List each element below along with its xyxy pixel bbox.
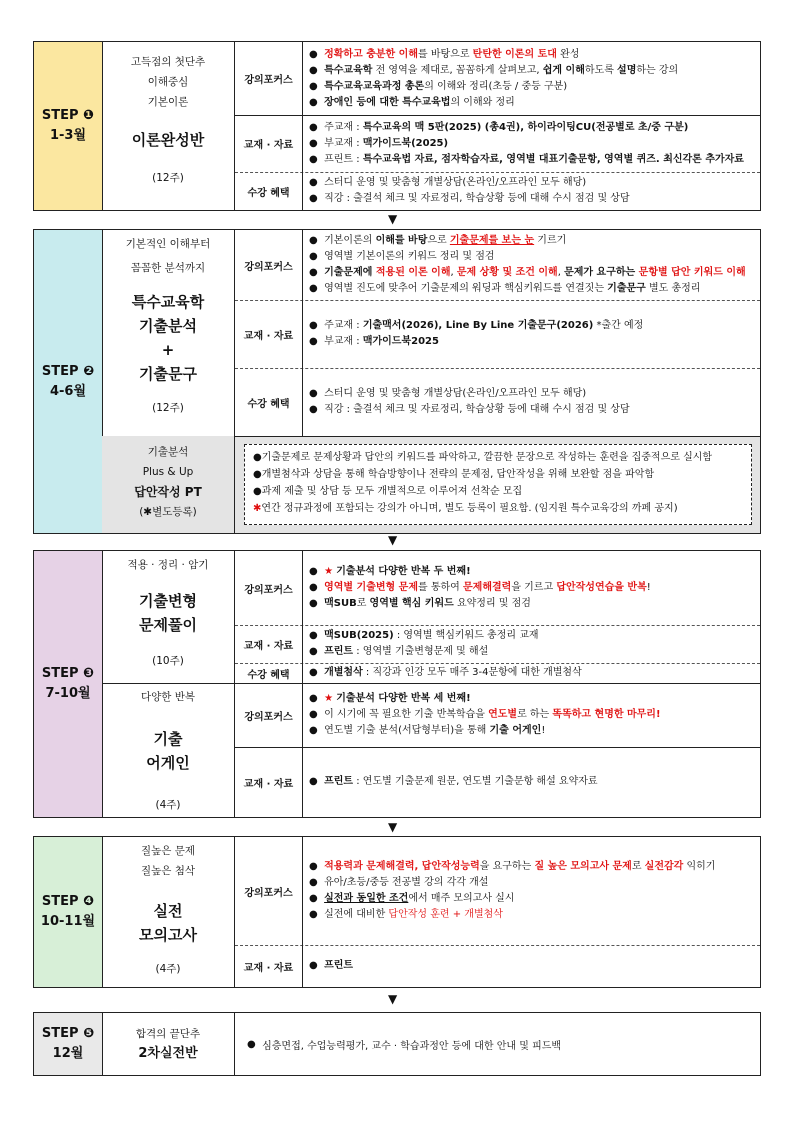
- step2-course-name1: 특수교육학: [131, 293, 205, 311]
- bullet-line: ● ★ 기출분석 다양한 반복 세 번째!: [309, 693, 471, 704]
- step4-course-name1: 실전: [153, 902, 183, 920]
- bullet-line: ● 실전에 대비한 답안작성 훈련 + 개별첨삭: [309, 909, 503, 920]
- step4-header: [34, 837, 103, 987]
- pt-line3: ●과제 제출 및 상담 등 모두 개별적으로 이루어져 선착순 모집: [253, 486, 523, 497]
- bullet-line: ● 특수교육학 전 영역을 제대로, 꼼꼼하게 살펴보고, 쉽게 이해하도록 설명하는 강의: [309, 64, 679, 76]
- bullet-line: ● 적용력과 문제해결력, 답안작성능력을 요구하는 질 높은 모의고사 문제로 실전감각 익히기: [309, 861, 716, 872]
- step4-focus-label: 강의포커스: [235, 837, 303, 945]
- bullet-line: ● 영역별 기본이론의 키워드 정리 및 점검: [309, 251, 495, 262]
- step2-course-desc1: 기본적인 이해부터: [125, 238, 211, 250]
- step3-materials: [303, 625, 760, 663]
- bullet-line: ● 주교재 : 특수교육의 맥 5판(2025) (총4권), 하이라이팅CU(전공별로 초/중 구분): [309, 121, 689, 133]
- step3-material-label: 교재 · 자료: [235, 625, 303, 663]
- step1-course-desc2: 이해중심: [147, 76, 189, 88]
- bullet-line: ● 프린트 : 특수교육법 자료, 점자학습자료, 영역별 대표기출문항, 영역별 퀴즈. 최신각론 추가자료: [309, 153, 744, 165]
- step3-focus: [303, 551, 760, 625]
- bullet-line: ● 맥SUB로 영역별 핵심 키워드 요약정리 및 점검: [309, 598, 531, 609]
- step1-block: [33, 41, 761, 211]
- step2-course: [102, 230, 235, 436]
- step4-course-name2: 모의고사: [139, 926, 197, 944]
- down-arrow-4: ▼: [388, 992, 398, 1006]
- step1-course-desc1: 고득점의 첫단추: [130, 56, 206, 68]
- pt-line4: 연간 정규과정에 포함되는 강의가 아니며, 별도 등록이 필요함. (임지원 특수교육강의 까페 공지): [261, 503, 678, 514]
- step2-materials: [303, 300, 760, 368]
- bullet-line: ● 영역별 진도에 맞추어 기출문제의 워딩과 핵심키워드를 연결짓는 기출문구 별도 총정리: [309, 283, 701, 294]
- bullet-line: ● 맥SUB(2025) : 영역별 핵심키워드 총정리 교재: [309, 630, 539, 641]
- bullet-line: ● 유아/초등/중등 전공별 강의 각각 개설: [309, 877, 489, 888]
- step4-course-desc2: 질높은 첨삭: [140, 865, 196, 877]
- step1-course: [102, 42, 235, 210]
- bullet-line: ● 직강 : 출결석 체크 및 자료정리, 학습상황 등에 대해 수시 점검 및 상담: [309, 404, 630, 415]
- step2-focus-label: 강의포커스: [235, 230, 303, 300]
- bullet-line: ● 프린트 : 영역별 기출변형문제 및 해설: [309, 646, 489, 657]
- step2-course-weeks: (12주): [152, 402, 184, 414]
- down-arrow-2: ▼: [388, 533, 398, 547]
- step3-benefit-label: 수강 혜택: [235, 663, 303, 683]
- step1-label: STEP ❶: [41, 108, 95, 123]
- step2-benefit-label: 수강 혜택: [235, 368, 303, 436]
- step5-months: 12월: [52, 1046, 84, 1061]
- step3-course2: [102, 683, 235, 817]
- pt-desc1: 기출분석: [147, 446, 189, 458]
- step3-focus2: [303, 683, 760, 747]
- step1-benefit-label: 수강 혜택: [235, 172, 303, 210]
- step4-months: 10-11월: [40, 914, 96, 929]
- step3-course1: [102, 551, 235, 683]
- step1-course-desc3: 기본이론: [147, 96, 189, 108]
- down-arrow-3: ▼: [388, 820, 398, 834]
- step2-block: [33, 229, 761, 534]
- step5-course-desc: 합격의 끝단추: [135, 1028, 201, 1040]
- step5-content-cell: ● 심층면접, 수업능력평가, 교수 · 학습과정안 등에 대한 안내 및 피드백: [247, 1038, 562, 1052]
- step3-course1-name1: 기출변형: [139, 592, 197, 610]
- step1-focus: [303, 42, 760, 115]
- step5-block: [33, 1012, 761, 1076]
- step3-course2-name2: 어게인: [146, 754, 190, 772]
- step3-months: 7-10월: [45, 686, 91, 701]
- step2-focus: [303, 230, 760, 300]
- pt-register-note: (✱별도등록): [139, 506, 197, 518]
- bullet-line: ● 실전과 동일한 조건에서 매주 모의고사 실시: [309, 893, 515, 904]
- bullet-line: ● 프린트: [309, 960, 354, 971]
- step4-block: [33, 836, 761, 988]
- step3-materials2: [303, 747, 760, 817]
- bullet-line: ● 직강 : 출결석 체크 및 자료정리, 학습상황 등에 대해 수시 점검 및 상담: [309, 193, 630, 204]
- step4-material-label: 교재 · 자료: [235, 945, 303, 987]
- step3-block: [33, 550, 761, 818]
- step4-course-weeks: (4주): [155, 963, 181, 975]
- step1-months: 1-3월: [49, 128, 87, 143]
- step3-header: [34, 551, 103, 817]
- step2-course-desc2: 꼼꼼한 분석까지: [130, 262, 206, 274]
- step4-course: [102, 837, 235, 987]
- step3-course1-name2: 문제풀이: [139, 616, 197, 634]
- step3-course2-name1: 기출: [153, 730, 183, 748]
- step2-course-plus: +: [161, 341, 175, 359]
- step2-course-name2: 기출분석: [139, 317, 197, 335]
- step1-focus-label: 강의포커스: [235, 42, 303, 115]
- step3-benefits: [303, 663, 760, 683]
- step2-pt-course: [102, 436, 235, 533]
- step3-course2-weeks: (4주): [155, 799, 181, 811]
- step2-course-name3: 기출문구: [139, 365, 197, 383]
- step2-benefits: [303, 368, 760, 436]
- bullet-line: ● 특수교육교육과정 총론의 이해와 정리(초등 / 중등 구분): [309, 80, 568, 92]
- step2-pt-box: [244, 444, 752, 525]
- step5-course: [102, 1013, 235, 1075]
- pt-name: 답안작성 PT: [134, 485, 202, 499]
- step5-content: 심층면접, 수업능력평가, 교수 · 학습과정안 등에 대한 안내 및 피드백: [262, 1040, 562, 1052]
- step1-course-name: 이론완성반: [131, 131, 205, 149]
- step4-focus: [303, 837, 760, 945]
- bullet-line: ● 연도별 기출 분석(서답형부터)을 통해 기출 어게인!: [309, 725, 546, 736]
- bullet-line: ● 프린트 : 연도별 기출문제 원문, 연도별 기출문항 해설 요약자료: [309, 776, 598, 787]
- bullet-line: ● 이 시기에 꼭 필요한 기출 반복학습을 연도별로 하는 똑똑하고 현명한 마무리!: [309, 709, 661, 720]
- bullet-line: ● 스터디 운영 및 맞춤형 개별상담(온라인/오프라인 모두 해당): [309, 388, 587, 399]
- pt-line1: ●기출문제로 문제상황과 답안의 키워드를 파악하고, 깔끔한 문장으로 작성하는 훈련을 집중적으로 실시함: [253, 452, 713, 463]
- step1-header: [34, 42, 103, 210]
- step4-label: STEP ❹: [41, 894, 95, 909]
- step3-material2-label: 교재 · 자료: [235, 747, 303, 817]
- step1-course-weeks: (12주): [152, 172, 184, 184]
- bullet-line: ● 부교재 : 맥가이드북(2025): [309, 137, 449, 149]
- step3-label: STEP ❸: [41, 666, 95, 681]
- step5-course-name: 2차실전반: [138, 1046, 198, 1061]
- step4-course-desc1: 질높은 문제: [140, 845, 196, 857]
- bullet-line: ● ★ 기출분석 다양한 반복 두 번째!: [309, 566, 471, 577]
- step4-materials: [303, 945, 760, 987]
- step5-label: STEP ❺: [41, 1026, 95, 1041]
- bullet-line: ● 주교재 : 기출맥서(2026), Line By Line 기출문구(2026) *출간 예정: [309, 320, 644, 331]
- bullet-line: ● 부교재 : 맥가이드북2025: [309, 336, 439, 347]
- bullet-line: ● 장애인 등에 대한 특수교육법의 이해와 정리: [309, 96, 515, 108]
- step5-header: [34, 1013, 103, 1075]
- step3-focus-label: 강의포커스: [235, 551, 303, 625]
- bullet-line: ● 스터디 운영 및 맞춤형 개별상담(온라인/오프라인 모두 해당): [309, 177, 587, 188]
- pt-line2: ●개별첨삭과 상담을 통해 학습방향이나 전략의 문제점, 답안작성을 위해 보완할 점을 파악함: [253, 469, 655, 480]
- bullet-line: ● 기본이론의 이해를 바탕으로 기출문제를 보는 눈 기르기: [309, 235, 567, 246]
- bullet-line: ● 개별첨삭 : 직강과 인강 모두 매주 3-4문항에 대한 개별첨삭: [309, 667, 582, 678]
- step3-focus2-label: 강의포커스: [235, 683, 303, 747]
- step2-material-label: 교재 · 자료: [235, 300, 303, 368]
- pt-desc2: Plus & Up: [142, 466, 194, 478]
- bullet-line: ● 정확하고 충분한 이해를 바탕으로 탄탄한 이론의 토대 완성: [309, 48, 580, 60]
- step3-course2-desc: 다양한 반복: [140, 691, 196, 703]
- step3-course1-weeks: (10주): [152, 655, 184, 667]
- step2-months: 4-6월: [49, 383, 87, 399]
- bullet-line: ● 기출문제에 적용된 이론 이해, 문제 상황 및 조건 이해, 문제가 요구하는 문항별 답안 키워드 이해: [309, 267, 746, 278]
- bullet-line: ● 영역별 기출변형 문제를 통하여 문제해결력을 기르고 답안작성연습을 반복!: [309, 582, 651, 593]
- step2-label: STEP ❷: [41, 363, 95, 379]
- pt-star-icon: ✱: [253, 503, 262, 514]
- step1-benefits: [303, 172, 760, 210]
- down-arrow-1: ▼: [388, 212, 398, 226]
- step1-material-label: 교재 · 자료: [235, 115, 303, 172]
- step1-materials: [303, 115, 760, 172]
- step2-header: [34, 230, 103, 533]
- step3-course1-desc: 적용 · 정리 · 암기: [127, 559, 209, 571]
